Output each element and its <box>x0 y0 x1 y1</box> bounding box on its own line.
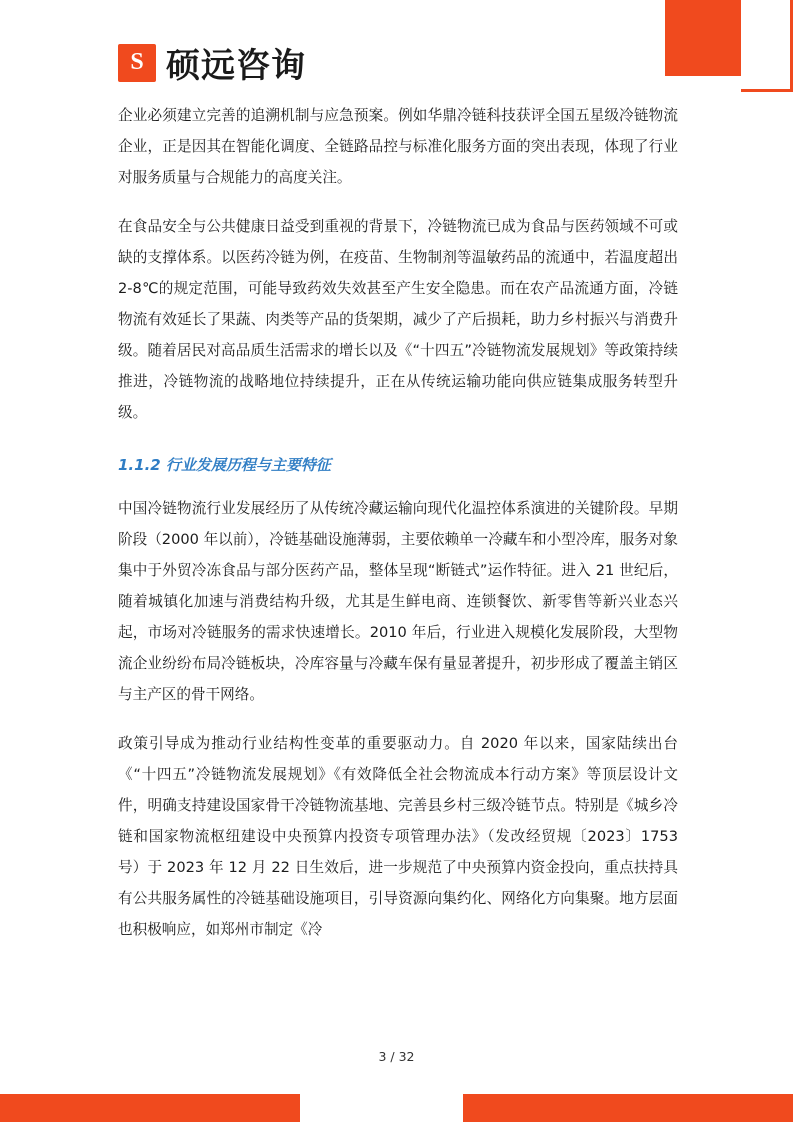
decorative-corner-outline <box>741 0 793 92</box>
section-heading: 1.1.2 行业发展历程与主要特征 <box>118 456 331 474</box>
paragraph: 中国冷链物流行业发展经历了从传统冷藏运输向现代化温控体系演进的关键阶段。早期阶段（2000 年以前），冷链基础设施薄弱，主要依赖单一冷藏车和小型冷库，服务对象集中于外贸冷冻食品与部分医药产品，整体呈现“断链式”运作特征。进入 21 世纪后，随着城镇化加速与消费结构升级，尤其是生鲜电商、连锁餐饮、新零售等新兴业态兴起，市场对冷链服务的需求快速增长。2010 年后，行业进入规模化发展阶段，大型物流企业纷纷布局冷链板块，冷库容量与冷藏车保有量显著提升，初步形成了覆盖主销区与主产区的骨干网络。 <box>118 500 678 703</box>
logo-glyph: S <box>130 49 144 75</box>
document-body <box>118 100 678 963</box>
decorative-square-top-right <box>665 0 741 76</box>
page-number: 3 / 32 <box>378 1049 415 1064</box>
logo-text: 硕远咨询 <box>166 46 306 86</box>
logo-mark-icon <box>118 44 156 82</box>
decorative-bar-bottom-left <box>0 1094 300 1122</box>
brand-logo <box>118 38 306 87</box>
paragraph: 政策引导成为推动行业结构性变革的重要驱动力。自 2020 年以来，国家陆续出台《“十四五”冷链物流发展规划》《有效降低全社会物流成本行动方案》等顶层设计文件，明确支持建设国家骨干冷链物流基地、完善县乡村三级冷链节点。特别是《城乡冷链和国家物流枢纽建设中央预算内投资专项管理办法》（发改经贸规〔2023〕1753 号）于 2023 年 12 月 22 日生效后，进一步规范了中央预算内资金投向，重点扶持具有公共服务属性的冷链基础设施项目，引导资源向集约化、网络化方向集聚。地方层面也积极响应，如郑州市制定《冷 <box>118 735 678 938</box>
paragraph: 在食品安全与公共健康日益受到重视的背景下，冷链物流已成为食品与医药领域不可或缺的支撑体系。以医药冷链为例，在疫苗、生物制剂等温敏药品的流通中，若温度超出 2-8℃的规定范围，可能导致药效失效甚至产生安全隐患。而在农产品流通方面，冷链物流有效延长了果蔬、肉类等产品的货架期，减少了产后损耗，助力乡村振兴与消费升级。随着居民对高品质生活需求的增长以及《“十四五”冷链物流发展规划》等政策持续推进，冷链物流的战略地位持续提升，正在从传统运输功能向供应链集成服务转型升级。 <box>118 218 678 421</box>
decorative-bar-bottom-right <box>463 1094 793 1122</box>
paragraph: 企业必须建立完善的追溯机制与应急预案。例如华鼎冷链科技获评全国五星级冷链物流企业，正是因其在智能化调度、全链路品控与标准化服务方面的突出表现，体现了行业对服务质量与合规能力的高度关注。 <box>118 107 678 186</box>
